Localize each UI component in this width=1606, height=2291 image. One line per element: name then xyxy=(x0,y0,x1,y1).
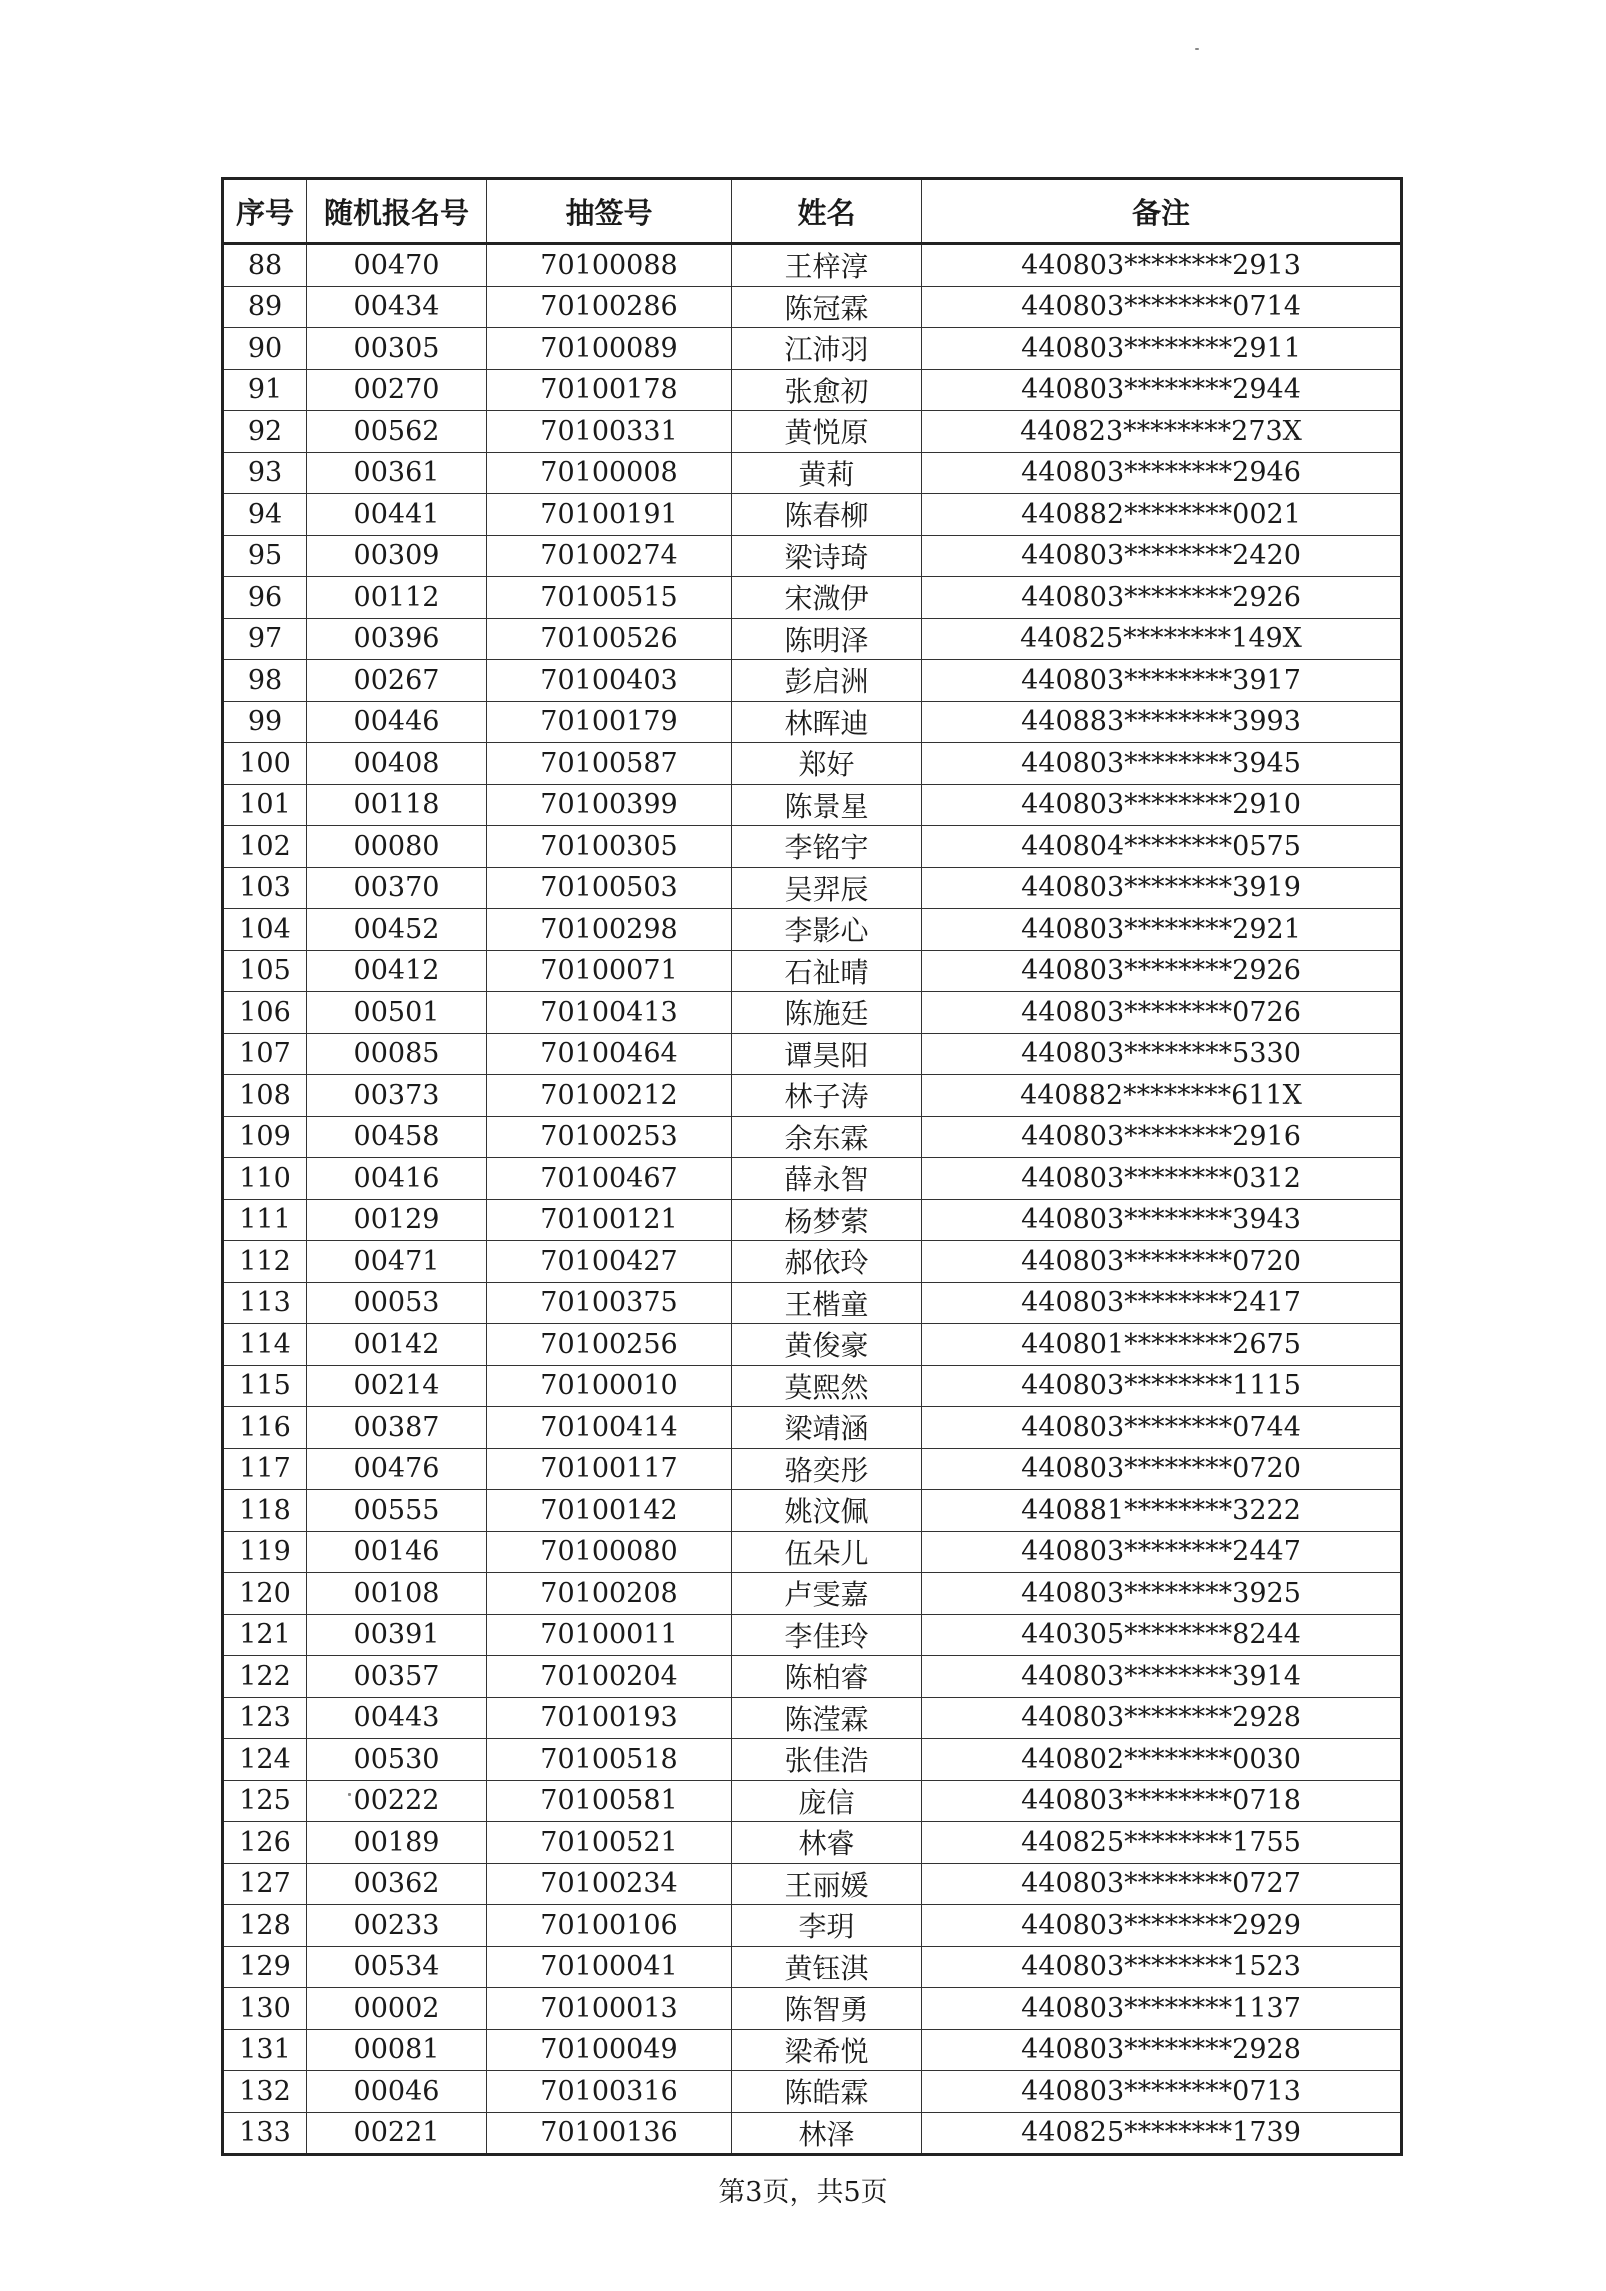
table-row xyxy=(223,1365,1402,1407)
cell-registration-no: 00530 xyxy=(307,1739,487,1781)
cell-name: 莫熙然 xyxy=(732,1365,922,1407)
cell-name: 王丽媛 xyxy=(732,1863,922,1905)
cell-name: 谭昊阳 xyxy=(732,1033,922,1075)
cell-registration-no: 00270 xyxy=(307,369,487,411)
cell-index: 108 xyxy=(223,1075,307,1117)
table-row xyxy=(223,535,1402,577)
cell-lottery-no: 70100212 xyxy=(487,1075,732,1117)
table-row xyxy=(223,701,1402,743)
cell-registration-no: 00476 xyxy=(307,1448,487,1490)
cell-registration-no: 00391 xyxy=(307,1614,487,1656)
cell-index: 105 xyxy=(223,950,307,992)
cell-lottery-no: 70100305 xyxy=(487,826,732,868)
cell-lottery-no: 70100193 xyxy=(487,1697,732,1739)
cell-name: 张佳浩 xyxy=(732,1739,922,1781)
cell-index: 123 xyxy=(223,1697,307,1739)
cell-name: 石祉晴 xyxy=(732,950,922,992)
cell-index: 94 xyxy=(223,494,307,536)
cell-remarks: 440803********2944 xyxy=(922,369,1402,411)
cell-remarks: 440825********149X xyxy=(922,618,1402,660)
cell-lottery-no: 70100464 xyxy=(487,1033,732,1075)
cell-index: 103 xyxy=(223,867,307,909)
cell-registration-no: 00146 xyxy=(307,1531,487,1573)
col-header-lottery-no: 抽签号 xyxy=(487,179,732,244)
cell-remarks: 440803********1137 xyxy=(922,1988,1402,2030)
page-number: 第3页，共5页 xyxy=(718,2177,888,2208)
cell-registration-no: 00408 xyxy=(307,743,487,785)
cell-registration-no: 00309 xyxy=(307,535,487,577)
cell-index: 88 xyxy=(223,244,307,287)
cell-registration-no: 00118 xyxy=(307,784,487,826)
cell-registration-no: 00214 xyxy=(307,1365,487,1407)
table-row xyxy=(223,1282,1402,1324)
cell-name: 梁希悦 xyxy=(732,2029,922,2071)
table-row xyxy=(223,618,1402,660)
cell-remarks: 440803********2916 xyxy=(922,1116,1402,1158)
cell-index: 92 xyxy=(223,411,307,453)
cell-index: 133 xyxy=(223,2112,307,2155)
table-row xyxy=(223,992,1402,1034)
cell-lottery-no: 70100208 xyxy=(487,1573,732,1615)
cell-remarks: 440803********0714 xyxy=(922,286,1402,328)
cell-index: 91 xyxy=(223,369,307,411)
cell-index: 96 xyxy=(223,577,307,619)
cell-index: 98 xyxy=(223,660,307,702)
cell-remarks: 440803********2946 xyxy=(922,452,1402,494)
cell-registration-no: 00053 xyxy=(307,1282,487,1324)
cell-remarks: 440803********2928 xyxy=(922,2029,1402,2071)
cell-name: 陈滢霖 xyxy=(732,1697,922,1739)
cell-lottery-no: 70100117 xyxy=(487,1448,732,1490)
cell-lottery-no: 70100274 xyxy=(487,535,732,577)
table-row xyxy=(223,867,1402,909)
cell-name: 陈冠霖 xyxy=(732,286,922,328)
cell-remarks: 440803********1115 xyxy=(922,1365,1402,1407)
cell-registration-no: 00080 xyxy=(307,826,487,868)
cell-name: 王梓淳 xyxy=(732,244,922,287)
cell-registration-no: 00267 xyxy=(307,660,487,702)
cell-registration-no: 00081 xyxy=(307,2029,487,2071)
table-row xyxy=(223,328,1402,370)
cell-index: 120 xyxy=(223,1573,307,1615)
cell-registration-no: 00443 xyxy=(307,1697,487,1739)
table-body xyxy=(223,244,1402,2155)
cell-lottery-no: 70100179 xyxy=(487,701,732,743)
cell-name: 李铭宇 xyxy=(732,826,922,868)
table-row xyxy=(223,494,1402,536)
cell-registration-no: 00373 xyxy=(307,1075,487,1117)
table-row xyxy=(223,1988,1402,2030)
cell-index: 97 xyxy=(223,618,307,660)
cell-remarks: 440803********0312 xyxy=(922,1158,1402,1200)
table-row xyxy=(223,950,1402,992)
cell-lottery-no: 70100089 xyxy=(487,328,732,370)
cell-name: 陈智勇 xyxy=(732,1988,922,2030)
cell-registration-no: 00361 xyxy=(307,452,487,494)
cell-registration-no: 00562 xyxy=(307,411,487,453)
cell-lottery-no: 70100515 xyxy=(487,577,732,619)
table-row xyxy=(223,369,1402,411)
cell-remarks: 440803********3943 xyxy=(922,1199,1402,1241)
table-row xyxy=(223,1656,1402,1698)
cell-lottery-no: 70100191 xyxy=(487,494,732,536)
table-row xyxy=(223,743,1402,785)
cell-remarks: 440803********3945 xyxy=(922,743,1402,785)
table-row xyxy=(223,1573,1402,1615)
cell-remarks: 440803********3914 xyxy=(922,1656,1402,1698)
cell-registration-no: 00458 xyxy=(307,1116,487,1158)
cell-index: 93 xyxy=(223,452,307,494)
cell-remarks: 440803********0720 xyxy=(922,1448,1402,1490)
cell-remarks: 440801********2675 xyxy=(922,1324,1402,1366)
cell-lottery-no: 70100413 xyxy=(487,992,732,1034)
cell-remarks: 440803********2928 xyxy=(922,1697,1402,1739)
table-row xyxy=(223,1199,1402,1241)
cell-lottery-no: 70100427 xyxy=(487,1241,732,1283)
table-row xyxy=(223,1033,1402,1075)
cell-lottery-no: 70100142 xyxy=(487,1490,732,1532)
cell-name: 陈皓霖 xyxy=(732,2071,922,2113)
cell-registration-no: 00501 xyxy=(307,992,487,1034)
cell-remarks: 440803********2417 xyxy=(922,1282,1402,1324)
cell-name: 宋溦伊 xyxy=(732,577,922,619)
cell-registration-no: 00108 xyxy=(307,1573,487,1615)
table-row xyxy=(223,1614,1402,1656)
cell-index: 110 xyxy=(223,1158,307,1200)
cell-name: 黄俊豪 xyxy=(732,1324,922,1366)
cell-lottery-no: 70100521 xyxy=(487,1822,732,1864)
cell-name: 伍朵儿 xyxy=(732,1531,922,1573)
cell-registration-no: 00452 xyxy=(307,909,487,951)
cell-lottery-no: 70100010 xyxy=(487,1365,732,1407)
cell-lottery-no: 70100414 xyxy=(487,1407,732,1449)
cell-remarks: 440882********0021 xyxy=(922,494,1402,536)
cell-lottery-no: 70100234 xyxy=(487,1863,732,1905)
cell-index: 125 xyxy=(223,1780,307,1822)
cell-registration-no: 00370 xyxy=(307,867,487,909)
cell-lottery-no: 70100518 xyxy=(487,1739,732,1781)
cell-index: 128 xyxy=(223,1905,307,1947)
cell-name: 陈施廷 xyxy=(732,992,922,1034)
cell-name: 林泽 xyxy=(732,2112,922,2155)
cell-lottery-no: 70100316 xyxy=(487,2071,732,2113)
cell-name: 梁靖涵 xyxy=(732,1407,922,1449)
cell-remarks: 440803********2921 xyxy=(922,909,1402,951)
cell-name: 黄钰淇 xyxy=(732,1946,922,1988)
cell-lottery-no: 70100049 xyxy=(487,2029,732,2071)
cell-lottery-no: 70100526 xyxy=(487,618,732,660)
cell-name: 余东霖 xyxy=(732,1116,922,1158)
cell-name: 卢雯嘉 xyxy=(732,1573,922,1615)
cell-lottery-no: 70100008 xyxy=(487,452,732,494)
cell-lottery-no: 70100256 xyxy=(487,1324,732,1366)
cell-registration-no: 00002 xyxy=(307,1988,487,2030)
cell-lottery-no: 70100331 xyxy=(487,411,732,453)
cell-lottery-no: 70100204 xyxy=(487,1656,732,1698)
cell-index: 113 xyxy=(223,1282,307,1324)
cell-index: 102 xyxy=(223,826,307,868)
cell-registration-no: 00534 xyxy=(307,1946,487,1988)
table-row xyxy=(223,826,1402,868)
cell-name: 吴羿辰 xyxy=(732,867,922,909)
cell-remarks: 440825********1739 xyxy=(922,2112,1402,2155)
table-row xyxy=(223,286,1402,328)
cell-registration-no: 00441 xyxy=(307,494,487,536)
cell-index: 124 xyxy=(223,1739,307,1781)
table-row xyxy=(223,2071,1402,2113)
table-header xyxy=(223,179,1402,244)
table-row xyxy=(223,2029,1402,2071)
cell-index: 117 xyxy=(223,1448,307,1490)
cell-name: 郑好 xyxy=(732,743,922,785)
cell-registration-no: 00046 xyxy=(307,2071,487,2113)
cell-remarks: 440883********3993 xyxy=(922,701,1402,743)
cell-index: 118 xyxy=(223,1490,307,1532)
cell-name: 庞信 xyxy=(732,1780,922,1822)
cell-name: 江沛羽 xyxy=(732,328,922,370)
cell-remarks: 440803********0713 xyxy=(922,2071,1402,2113)
cell-index: 90 xyxy=(223,328,307,370)
cell-remarks: 440803********2420 xyxy=(922,535,1402,577)
cell-name: 张愈初 xyxy=(732,369,922,411)
cell-lottery-no: 70100136 xyxy=(487,2112,732,2155)
cell-name: 王楷童 xyxy=(732,1282,922,1324)
table-row xyxy=(223,1905,1402,1947)
table-row xyxy=(223,452,1402,494)
cell-registration-no: 00085 xyxy=(307,1033,487,1075)
table-row xyxy=(223,1075,1402,1117)
cell-registration-no: 00222 xyxy=(307,1780,487,1822)
cell-index: 99 xyxy=(223,701,307,743)
table-row xyxy=(223,1822,1402,1864)
scan-speck xyxy=(1195,48,1199,50)
table-row xyxy=(223,1946,1402,1988)
cell-lottery-no: 70100106 xyxy=(487,1905,732,1947)
cell-name: 陈景星 xyxy=(732,784,922,826)
table-row xyxy=(223,2112,1402,2155)
cell-registration-no: 00129 xyxy=(307,1199,487,1241)
cell-index: 89 xyxy=(223,286,307,328)
table-row xyxy=(223,1739,1402,1781)
cell-remarks: 440803********3917 xyxy=(922,660,1402,702)
cell-remarks: 440803********2926 xyxy=(922,950,1402,992)
cell-remarks: 440803********2929 xyxy=(922,1905,1402,1947)
cell-remarks: 440803********0744 xyxy=(922,1407,1402,1449)
cell-remarks: 440803********0726 xyxy=(922,992,1402,1034)
cell-lottery-no: 70100286 xyxy=(487,286,732,328)
cell-registration-no: 00305 xyxy=(307,328,487,370)
cell-remarks: 440803********2911 xyxy=(922,328,1402,370)
cell-name: 李佳玲 xyxy=(732,1614,922,1656)
col-header-index: 序号 xyxy=(223,179,307,244)
cell-registration-no: 00233 xyxy=(307,1905,487,1947)
cell-name: 陈春柳 xyxy=(732,494,922,536)
cell-name: 林子涛 xyxy=(732,1075,922,1117)
cell-lottery-no: 70100178 xyxy=(487,369,732,411)
cell-registration-no: 00362 xyxy=(307,1863,487,1905)
cell-name: 杨梦萦 xyxy=(732,1199,922,1241)
cell-lottery-no: 70100011 xyxy=(487,1614,732,1656)
cell-lottery-no: 70100088 xyxy=(487,244,732,287)
cell-index: 95 xyxy=(223,535,307,577)
cell-name: 郝依玲 xyxy=(732,1241,922,1283)
cell-index: 119 xyxy=(223,1531,307,1573)
cell-registration-no: 00470 xyxy=(307,244,487,287)
cell-registration-no: 00387 xyxy=(307,1407,487,1449)
table-row xyxy=(223,1158,1402,1200)
cell-registration-no: 00555 xyxy=(307,1490,487,1532)
cell-name: 陈明泽 xyxy=(732,618,922,660)
cell-name: 林睿 xyxy=(732,1822,922,1864)
cell-name: 李玥 xyxy=(732,1905,922,1947)
table-row xyxy=(223,660,1402,702)
cell-lottery-no: 70100253 xyxy=(487,1116,732,1158)
cell-remarks: 440803********2447 xyxy=(922,1531,1402,1573)
cell-remarks: 440305********8244 xyxy=(922,1614,1402,1656)
cell-lottery-no: 70100121 xyxy=(487,1199,732,1241)
cell-index: 100 xyxy=(223,743,307,785)
cell-name: 林晖迪 xyxy=(732,701,922,743)
cell-registration-no: 00446 xyxy=(307,701,487,743)
cell-index: 114 xyxy=(223,1324,307,1366)
cell-index: 115 xyxy=(223,1365,307,1407)
table-row xyxy=(223,1407,1402,1449)
table-row xyxy=(223,411,1402,453)
table-row xyxy=(223,1863,1402,1905)
cell-lottery-no: 70100503 xyxy=(487,867,732,909)
cell-index: 129 xyxy=(223,1946,307,1988)
cell-remarks: 440825********1755 xyxy=(922,1822,1402,1864)
cell-name: 梁诗琦 xyxy=(732,535,922,577)
cell-remarks: 440803********3925 xyxy=(922,1573,1402,1615)
registration-table xyxy=(221,177,1403,2156)
table-row xyxy=(223,1780,1402,1822)
cell-index: 130 xyxy=(223,1988,307,2030)
col-header-remarks: 备注 xyxy=(922,179,1402,244)
cell-index: 111 xyxy=(223,1199,307,1241)
cell-remarks: 440803********1523 xyxy=(922,1946,1402,1988)
table-row xyxy=(223,1490,1402,1532)
cell-name: 黄莉 xyxy=(732,452,922,494)
cell-index: 126 xyxy=(223,1822,307,1864)
cell-lottery-no: 70100080 xyxy=(487,1531,732,1573)
cell-registration-no: 00434 xyxy=(307,286,487,328)
cell-remarks: 440803********2926 xyxy=(922,577,1402,619)
cell-lottery-no: 70100467 xyxy=(487,1158,732,1200)
cell-remarks: 440881********3222 xyxy=(922,1490,1402,1532)
cell-index: 107 xyxy=(223,1033,307,1075)
cell-index: 122 xyxy=(223,1656,307,1698)
col-header-name: 姓名 xyxy=(732,179,922,244)
cell-registration-no: 00189 xyxy=(307,1822,487,1864)
cell-remarks: 440803********0720 xyxy=(922,1241,1402,1283)
cell-lottery-no: 70100375 xyxy=(487,1282,732,1324)
cell-remarks: 440803********2910 xyxy=(922,784,1402,826)
cell-registration-no: 00221 xyxy=(307,2112,487,2155)
cell-name: 李影心 xyxy=(732,909,922,951)
cell-name: 黄悦原 xyxy=(732,411,922,453)
table-header-row xyxy=(223,179,1402,244)
cell-index: 116 xyxy=(223,1407,307,1449)
table-row xyxy=(223,1448,1402,1490)
cell-registration-no: 00471 xyxy=(307,1241,487,1283)
cell-lottery-no: 70100013 xyxy=(487,1988,732,2030)
table-row xyxy=(223,1531,1402,1573)
cell-name: 姚汶佩 xyxy=(732,1490,922,1532)
cell-remarks: 440803********0718 xyxy=(922,1780,1402,1822)
cell-name: 陈柏睿 xyxy=(732,1656,922,1698)
table-row xyxy=(223,1697,1402,1739)
cell-lottery-no: 70100399 xyxy=(487,784,732,826)
cell-remarks: 440803********3919 xyxy=(922,867,1402,909)
col-header-registration-no: 随机报名号 xyxy=(307,179,487,244)
cell-registration-no: 00357 xyxy=(307,1656,487,1698)
cell-index: 104 xyxy=(223,909,307,951)
cell-lottery-no: 70100403 xyxy=(487,660,732,702)
cell-index: 127 xyxy=(223,1863,307,1905)
cell-registration-no: 00112 xyxy=(307,577,487,619)
cell-index: 106 xyxy=(223,992,307,1034)
cell-name: 骆奕彤 xyxy=(732,1448,922,1490)
table-row xyxy=(223,1116,1402,1158)
cell-lottery-no: 70100581 xyxy=(487,1780,732,1822)
cell-registration-no: 00412 xyxy=(307,950,487,992)
cell-remarks: 440804********0575 xyxy=(922,826,1402,868)
cell-lottery-no: 70100298 xyxy=(487,909,732,951)
cell-registration-no: 00396 xyxy=(307,618,487,660)
cell-lottery-no: 70100041 xyxy=(487,1946,732,1988)
cell-index: 132 xyxy=(223,2071,307,2113)
cell-registration-no: 00142 xyxy=(307,1324,487,1366)
table-row xyxy=(223,909,1402,951)
cell-remarks: 440803********0727 xyxy=(922,1863,1402,1905)
cell-lottery-no: 70100071 xyxy=(487,950,732,992)
cell-index: 131 xyxy=(223,2029,307,2071)
cell-index: 112 xyxy=(223,1241,307,1283)
cell-remarks: 440882********611X xyxy=(922,1075,1402,1117)
cell-name: 彭启洲 xyxy=(732,660,922,702)
cell-index: 109 xyxy=(223,1116,307,1158)
table-row xyxy=(223,244,1402,287)
cell-remarks: 440802********0030 xyxy=(922,1739,1402,1781)
cell-lottery-no: 70100587 xyxy=(487,743,732,785)
cell-remarks: 440823********273X xyxy=(922,411,1402,453)
cell-name: 薛永智 xyxy=(732,1158,922,1200)
table-row xyxy=(223,1241,1402,1283)
cell-index: 121 xyxy=(223,1614,307,1656)
table-row xyxy=(223,1324,1402,1366)
cell-registration-no: 00416 xyxy=(307,1158,487,1200)
cell-remarks: 440803********2913 xyxy=(922,244,1402,287)
cell-remarks: 440803********5330 xyxy=(922,1033,1402,1075)
table-row xyxy=(223,577,1402,619)
table-row xyxy=(223,784,1402,826)
cell-index: 101 xyxy=(223,784,307,826)
